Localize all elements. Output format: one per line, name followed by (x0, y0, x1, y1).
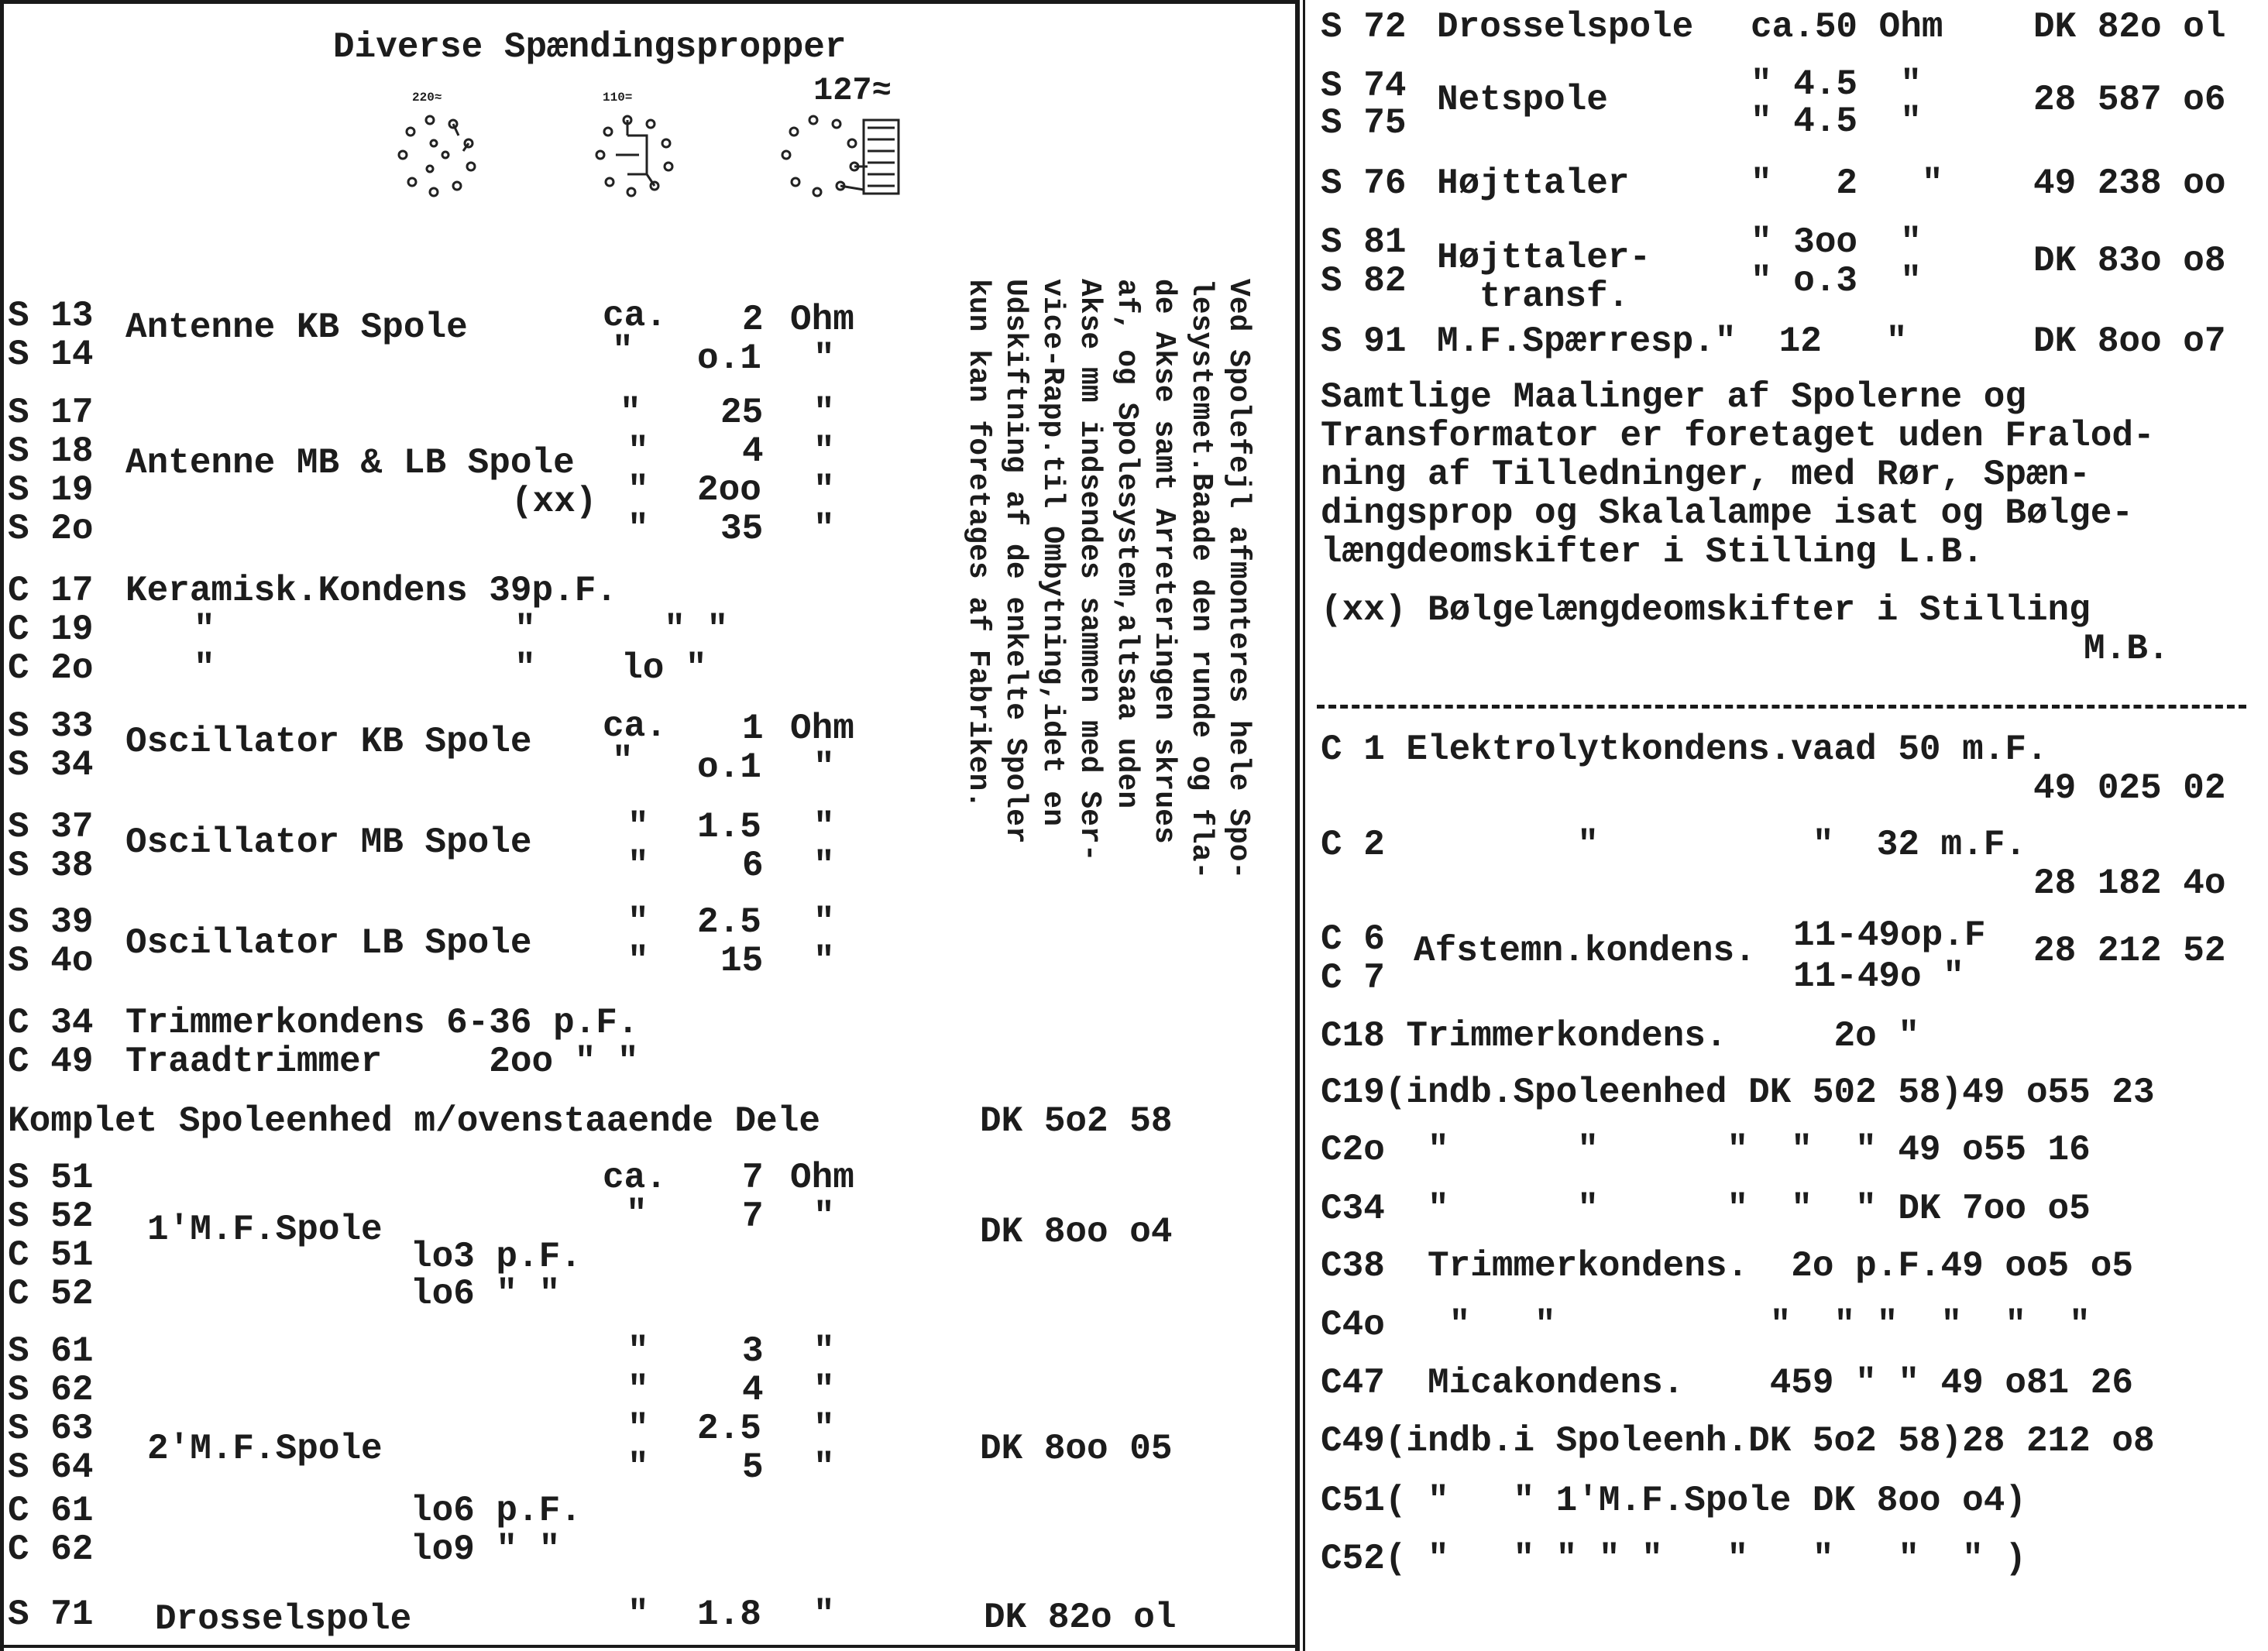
plug-110-icon (585, 108, 686, 201)
row-label-s19: S 19 (8, 470, 94, 510)
unit-s20: " (813, 509, 835, 549)
ditto-s52: " (626, 1194, 648, 1234)
unit-s18: " (813, 431, 835, 472)
ditto-s37: " (627, 807, 649, 847)
row-label-s82: S 82 (1321, 261, 1407, 301)
row-label-s40: S 4o (8, 941, 94, 981)
s91-dk: DK 8oo o7 (2033, 321, 2226, 362)
unit-s17: " (813, 393, 835, 433)
unit-s71: " (813, 1594, 835, 1635)
plug-label-127: 127≈ (813, 72, 892, 109)
keramisk-kondens: Keramisk.Kondens 39p.F. (125, 571, 617, 611)
plug-127-icon (771, 108, 910, 201)
value-s40: 15 (720, 941, 764, 981)
value-s39: 2.5 (697, 902, 761, 942)
antenne-kb-spole: Antenne KB Spole (125, 307, 468, 348)
ditto-s17: " (620, 393, 641, 433)
row-label-s52: S 52 (8, 1196, 94, 1237)
row-label-s37: S 37 (8, 807, 94, 847)
s71-dk: DK 82o ol (984, 1598, 1177, 1638)
row-label-s18: S 18 (8, 431, 94, 472)
unit-s62: " (813, 1370, 835, 1410)
row-label-s81: S 81 (1321, 222, 1407, 263)
note-line: kun kan foretages af Fabriken. (961, 279, 995, 809)
column-divider (1295, 0, 1300, 1651)
drosselspole: Drosselspole (155, 1599, 412, 1639)
row-label-s33: S 33 (8, 706, 94, 747)
unit-s40: " (813, 941, 835, 981)
row-c1-dk: 49 025 02 (2033, 768, 2226, 808)
row-label-c7: C 7 (1321, 958, 1385, 998)
afstemn-kondens: Afstemn.kondens. (1414, 931, 1756, 971)
komplet-dk: DK 5o2 58 (980, 1101, 1173, 1141)
ditto-s63: " (627, 1409, 649, 1449)
measurement-note-3: ning af Tilledninger, med Rør, Spæn- (1321, 455, 2091, 495)
row-label-c19: C 19 (8, 609, 94, 650)
value-s38: 6 (742, 846, 764, 886)
value-s63: 2.5 (697, 1409, 761, 1449)
left-border (0, 0, 4, 1651)
row-label-s20: S 2o (8, 509, 94, 549)
hojttaler-dk: 49 238 oo (2033, 163, 2226, 204)
ca-label: ca. (603, 296, 667, 336)
note-line: Udskiftning af de enkelte Spoler (998, 279, 1032, 844)
trimmerkondens: Trimmerkondens 6-36 p.F. (125, 1003, 639, 1043)
unit-s64: " (813, 1447, 835, 1488)
row-c38: C38 Trimmerkondens. 2o p.F.49 oo5 o5 (1321, 1246, 2133, 1286)
value-s33: 1 (742, 709, 764, 749)
row-c49: C49(indb.i Spoleenh.DK 5o2 58)28 212 o8 (1321, 1421, 2155, 1461)
netspole: Netspole (1437, 80, 1608, 120)
value-s61: 3 (742, 1331, 764, 1371)
hojttaler: Højttaler (1437, 163, 1630, 204)
unit-s51: Ohm (790, 1158, 854, 1198)
ditto-s34: " (612, 741, 634, 781)
hojttaler-transf-dk: DK 83o o8 (2033, 241, 2226, 281)
ca-label-3: ca. (603, 1158, 667, 1198)
ditto-s64: " (627, 1447, 649, 1488)
unit-s33: Ohm (790, 709, 854, 749)
s82-value: " o.3 " (1751, 261, 1922, 301)
row-label-c20: C 2o (8, 648, 94, 688)
mf1-dk: DK 8oo o4 (980, 1212, 1173, 1252)
row-label-c6: C 6 (1321, 919, 1385, 959)
value-s13: 2 (742, 300, 764, 340)
ditto-s38: " (627, 846, 649, 886)
unit-s19: " (813, 470, 835, 510)
ditto-s62: " (627, 1370, 649, 1410)
value-s17: 25 (720, 393, 764, 433)
komplet-spoleenhed: Komplet Spoleenhed m/ovenstaaende Dele (8, 1101, 820, 1141)
ditto-s40: " (627, 941, 649, 981)
top-border-left (0, 0, 1297, 4)
unit-s34: " (813, 747, 835, 788)
ditto-s39: " (627, 902, 649, 942)
value-s52: 7 (742, 1196, 764, 1237)
row-c52: C52( " " " " " " " " " ) (1321, 1539, 2026, 1579)
row-label-s72: S 72 (1321, 7, 1407, 47)
measurement-note-4: dingsprop og Skalalampe isat og Bølge- (1321, 493, 2133, 534)
ditto-mark: " (612, 331, 634, 371)
row-label-s71: S 71 (8, 1594, 94, 1635)
value-s51: 7 (742, 1158, 764, 1198)
row-label-s17: S 17 (8, 393, 94, 433)
row-label-s38: S 38 (8, 846, 94, 886)
s72-text: Drosselspole (1437, 7, 1694, 47)
note-line: de Akse samt Arreteringen skrues (1147, 279, 1180, 844)
row-label-s63: S 63 (8, 1409, 94, 1449)
service-note (945, 279, 1255, 1177)
row-c51: C51( " " 1'M.F.Spole DK 8oo o4) (1321, 1481, 2026, 1521)
row-c18: C18 Trimmerkondens. 2o " (1321, 1016, 1919, 1056)
netspole-dk: 28 587 o6 (2033, 80, 2226, 120)
row-label-s61: S 61 (8, 1331, 94, 1371)
plug-label-220: 220≈ (412, 91, 442, 105)
value-s34: o.1 (697, 747, 761, 788)
oscillator-kb-spole: Oscillator KB Spole (125, 722, 532, 762)
row-label-s75: S 75 (1321, 103, 1407, 143)
row-label-s39: S 39 (8, 902, 94, 942)
value-s37: 1.5 (697, 807, 761, 847)
value-s64: 5 (742, 1447, 764, 1488)
ditto-s61: " (627, 1331, 649, 1371)
pf-c61: lo6 p.F. (411, 1491, 582, 1531)
mf-spole-2: 2'M.F.Spole (147, 1429, 383, 1469)
measurement-note-5: længdeomskifter i Stilling L.B. (1321, 532, 1984, 572)
value-s20: 35 (720, 509, 764, 549)
dashed-divider (1317, 705, 2246, 709)
row-label-s51: S 51 (8, 1158, 94, 1198)
row-label-c52: C 52 (8, 1274, 94, 1314)
measurement-note-2: Transformator er foretaget uden Fralod- (1321, 416, 2155, 456)
row-label-c49: C 49 (8, 1042, 94, 1082)
ditto-s71: " (627, 1594, 649, 1635)
xx-note-2: M.B. (2084, 629, 2170, 669)
mf-spole-1: 1'M.F.Spole (147, 1210, 383, 1250)
measurement-note-1: Samtlige Maalinger af Spolerne og (1321, 377, 2026, 417)
pf-c52: lo6 " " (411, 1274, 561, 1314)
hojttaler-transf-1: Højttaler- (1437, 238, 1651, 278)
note-line: af, og Spolesystem,altsaa uden (1110, 279, 1143, 809)
pf-c62: lo9 " " (411, 1529, 561, 1570)
unit-s52: " (813, 1196, 835, 1237)
row-label-s74: S 74 (1321, 66, 1407, 106)
row-label-c34: C 34 (8, 1003, 94, 1043)
hojttaler-transf-2: transf. (1479, 276, 1630, 317)
mf2-dk: DK 8oo 05 (980, 1429, 1173, 1469)
xx-note-1: (xx) Bølgelængdeomskifter i Stilling (1321, 590, 2091, 630)
right-column-border (1303, 0, 1305, 1651)
row-c47: C47 Micakondens. 459 " " 49 o81 26 (1321, 1363, 2133, 1403)
value-s19: 2oo (697, 470, 761, 510)
unit-ohm: Ohm (790, 300, 854, 340)
plugs-title: Diverse Spændingspropper (333, 27, 847, 67)
c7-value: 11-49o " (1793, 956, 1964, 997)
note-line: Ved Spolefejl afmonteres hele Spo- (1222, 279, 1255, 880)
plug-220-icon (387, 108, 488, 201)
row-c40: C4o " " " " " " " " (1321, 1305, 2091, 1345)
row-label-s76: S 76 (1321, 163, 1407, 204)
note-line: vice-Rapp.til Ombytning,idet en (1036, 279, 1069, 826)
row-c2: C 2 " " 32 m.F. (1321, 825, 2026, 865)
row-c19: C19(indb.Spoleenhed DK 502 58)49 o55 23 (1321, 1073, 2155, 1113)
row-label-s13: S 13 (8, 296, 94, 336)
unit-s63: " (813, 1409, 835, 1449)
s72-value: ca.50 Ohm (1751, 7, 1943, 47)
traadtrimmer: Traadtrimmer 2oo " " (125, 1042, 639, 1082)
s74-value: " 4.5 " (1751, 64, 1922, 105)
unit-ditto: " (813, 338, 835, 379)
row-label-c62: C 62 (8, 1529, 94, 1570)
s72-dk: DK 82o ol (2033, 7, 2226, 47)
row-c1: C 1 Elektrolytkondens.vaad 50 m.F. (1321, 729, 2048, 770)
unit-s39: " (813, 902, 835, 942)
s76-value: " 2 " (1751, 163, 1943, 204)
oscillator-lb-spole: Oscillator LB Spole (125, 923, 532, 963)
row-label-c17: C 17 (8, 571, 94, 611)
ditto-s20: " (627, 509, 649, 549)
afstemn-dk: 28 212 52 (2033, 931, 2226, 971)
value-s71: 1.8 (697, 1594, 761, 1635)
row-label-s34: S 34 (8, 745, 94, 785)
row-label-s62: S 62 (8, 1370, 94, 1410)
unit-s37: " (813, 807, 835, 847)
row-c20-text: " " lo " (194, 648, 707, 688)
row-label-c61: C 61 (8, 1491, 94, 1531)
value-s14: o.1 (697, 338, 761, 379)
s91-text: M.F.Spærresp." 12 " (1437, 321, 1908, 362)
bottom-border (0, 1645, 1298, 1648)
oscillator-mb-spole: Oscillator MB Spole (125, 822, 532, 863)
note-line: Akse mm indsendes sammen med Ser- (1073, 279, 1106, 862)
note-line: lesystemet.Baade den runde og fla- (1184, 279, 1218, 880)
value-s62: 4 (742, 1370, 764, 1410)
value-s18: 4 (742, 431, 764, 472)
row-label-c51: C 51 (8, 1235, 94, 1275)
ditto-s18: " (627, 431, 649, 472)
row-c20: C2o " " " " " 49 o55 16 (1321, 1130, 2091, 1170)
unit-s61: " (813, 1331, 835, 1371)
plug-label-110: 110= (603, 91, 633, 105)
antenne-mb-lb-spole: Antenne MB & LB Spole (125, 443, 575, 483)
row-c2-dk: 28 182 4o (2033, 863, 2226, 904)
unit-s38: " (813, 846, 835, 886)
ca-label-2: ca. (603, 706, 667, 747)
xx-marker: (xx) (511, 482, 597, 522)
row-c19-text: " " " " (194, 609, 729, 650)
c6-value: 11-49op.F (1793, 915, 1986, 956)
row-label-s91: S 91 (1321, 321, 1407, 362)
pf-c51: lo3 p.F. (411, 1237, 582, 1277)
s81-value: " 3oo " (1751, 222, 1922, 263)
row-label-s14: S 14 (8, 335, 94, 375)
s75-value: " 4.5 " (1751, 101, 1922, 142)
row-label-s64: S 64 (8, 1447, 94, 1488)
row-c34: C34 " " " " " DK 7oo o5 (1321, 1189, 2091, 1229)
ditto-s19: " (627, 470, 649, 510)
